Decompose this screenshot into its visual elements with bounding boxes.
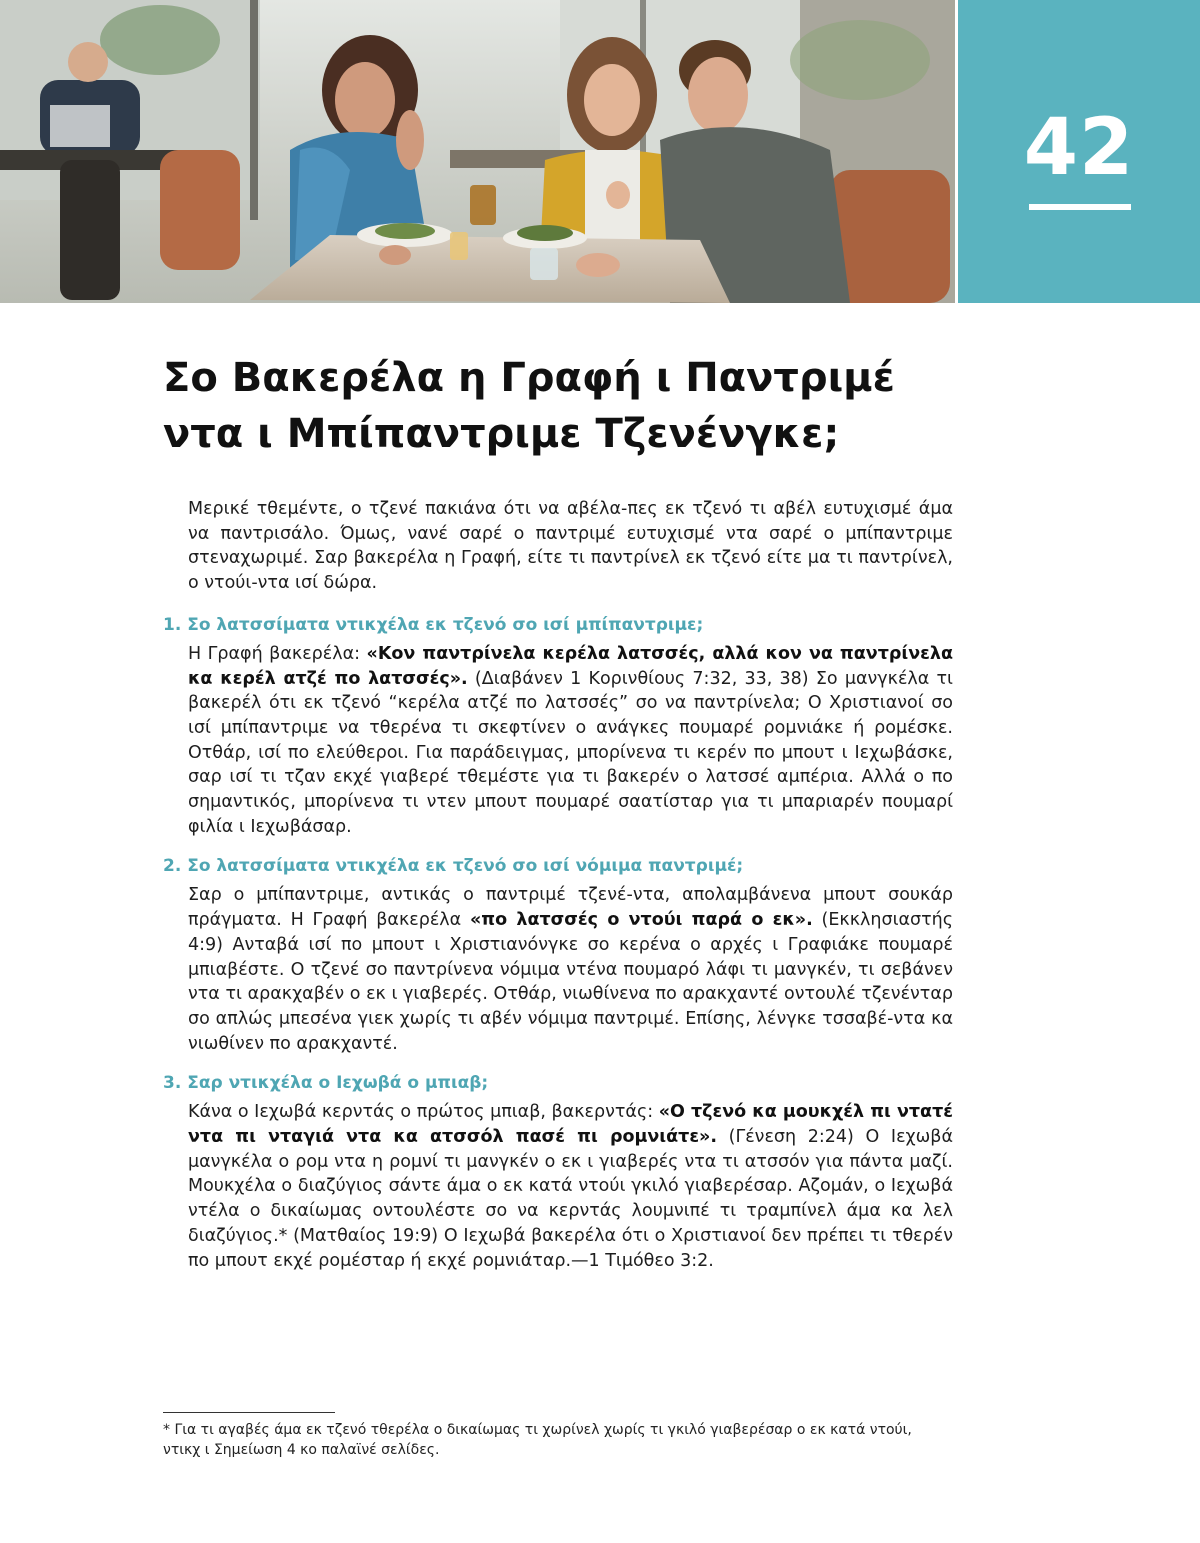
section-3-quote: «Ο τζενό κα μουκχέλ πι ντατέ ντα πι νταγιά ντα κα ατσσόλ πασέ πι ρομνιάτε». [188,1102,953,1148]
section-heading-2: 2. Σο λατσσίματα ντικχέλα εκ τζενό σο ισί νόμιμα παντριμέ; [163,856,744,877]
article-body [163,497,953,1287]
cafe-scene-illustration [0,0,955,303]
page-title-line-1: Σο Βακερέλα η Γραφή ι Παντριμέ [163,355,895,401]
section-2 [163,853,953,1056]
section-1-quote: «Κον παντρίνελα κερέλα λατσσές, αλλά κον να παντρίνελα κα κερέλ ατζέ πο λατσσές». [188,643,953,689]
section-3-lead: Κάνα ο Ιεχωβά κερντάς ο πρώτος μπιαβ, βακερντάς: [188,1102,659,1123]
section-1-lead: Η Γραφή βακερέλα: [188,643,367,664]
section-2-rest: (Εκκλησιαστής 4:9) Ανταβά ισί πο μπουτ ι Χριστιανόνγκε σο κερένα ο αρχές ι Γραφιάκε πουμαρέ μπιαβέστε. Ο τζενέ σο παντρίνενα νόμιμα ντένα πουμαρό λάφι τι μανγκέν, τι σεβάνεν ντα τι αρακχαβέν ο εκ ι γιαβερές. Οτθάρ, νιωθίνενα πο αρακχαντέ οντουλέ τζενένταρ σο απλώς μπεσένα γιεκ χωρίς τι αβέν νόμιμα παντριμέ. Επίσης, λένγκε τσσαβέ-ντα κα νιωθίνεν πο αρακχαντέ. [188,910,954,1054]
section-heading-1: 1. Σο λατσσίματα ντικχέλα εκ τζενό σο ισί μπίπαντριμε; [163,614,704,635]
section-paragraph-3 [163,1100,953,1273]
chapter-badge [958,0,1200,303]
section-3 [163,1070,953,1273]
section-paragraph-1 [163,642,953,840]
section-2-quote: «πο λατσσές ο ντούι παρά ο εκ». [469,910,813,931]
section-2-lead: Σαρ ο μπίπαντριμε, αντικάς ο παντριμέ τζενέ-ντα, απολαμβάνενα μπουτ σουκάρ πράγματα. Η Γραφή βακερέλα [188,885,953,931]
chapter-underline [1029,204,1131,210]
header-photo [0,0,955,303]
footnote-divider [163,1412,335,1413]
section-1-rest: (Διαβάνεν 1 Κορινθίους 7:32, 33, 38) Σο μανγκέλα τι βακερέλ ότι εκ τζενό “κερέλα ατζέ πο λατσσές” σο να παντρίνελα; Ο Χριστιανοί σο ισί μπίπαντριμε να τθερένα τι σκεφτίνεν ο ανάγκες πουμαρέ ρομνιάκε ή ρομέσκε. Οτθάρ, ισί πο ελεύθεροι. Για παράδειγμας, μπορίνενα τι κερέν πο μπουτ ι Ιεχωβάσκε, σαρ ισί τι τζαν εκχέ γιαβερέ τθεμέστε για τι βακερέν ο λατσσέ αμπέρια. Αλλά ο πο σημαντικός, μπορίνενα τι ντεν μπουτ πουμαρέ σαατίσταρ για τι μπαριαρέν πουμαρί φιλία ι Ιεχωβάσαρ. [188,668,953,837]
page-title-line-2: ντα ι Μπίπαντριμε Τζενένγκε; [163,411,840,457]
section-1 [163,612,953,840]
section-3-rest: (Γένεση 2:24) Ο Ιεχωβά μανγκέλα ο ρομ ντα η ρομνί τι μανγκέν ο εκ ι γιαβερές ντα τι ατσσόν για πάντα μαζί. Μουκχέλα ο διαζύγιος σάντε άμα ο εκ κατά ντούι γκιλό γιαβερέσαρ. Αζομάν, ο Ιεχωβά ντέλα ο δικαίωμας οντουλέστε σο να κερντάς λουμνιπέ τι τραμπίνελ άμα κα λελ διαζύγιος.* (Ματθαίος 19:9) Ο Ιεχωβά βακερέλα ότι ο Χριστιανοί δεν πρέπει τι τθερέν πο μπουτ εκχέ ρομέσταρ ή εκχέ ρομνιάταρ.—1 Τιμόθεο 3:2. [188,1127,953,1271]
section-heading-3: 3. Σαρ ντικχέλα ο Ιεχωβά ο μπιαβ; [163,1073,489,1094]
page-title [163,350,983,462]
section-paragraph-2 [163,883,953,1056]
footnote: * Για τι αγαβές άμα εκ τζενό τθερέλα ο δικαίωμας τι χωρίνελ χωρίς τι γκιλό γιαβερέσαρ ο εκ κατά ντούι, ντικχ ι Σημείωση 4 κο παλαϊνέ σελίδες. [163,1422,912,1458]
chapter-number: 42 [1023,103,1135,193]
intro-paragraph: Μερικέ τθεμέντε, ο τζενέ πακιάνα ότι να αβέλα-πες εκ τζενό τι αβέλ ευτυχισμέ άμα να παντρισάλο. Όμως, νανέ σαρέ ο παντριμέ ευτυχισμέ ντα σαρέ ο μπίπαντριμε στεναχωριμέ. Σαρ βακερέλα η Γραφή, είτε τι παντρίνελ εκ τζενό είτε μα τι παντρίνελ, ο ντούι-ντα ισί δώρα. [188,499,953,594]
